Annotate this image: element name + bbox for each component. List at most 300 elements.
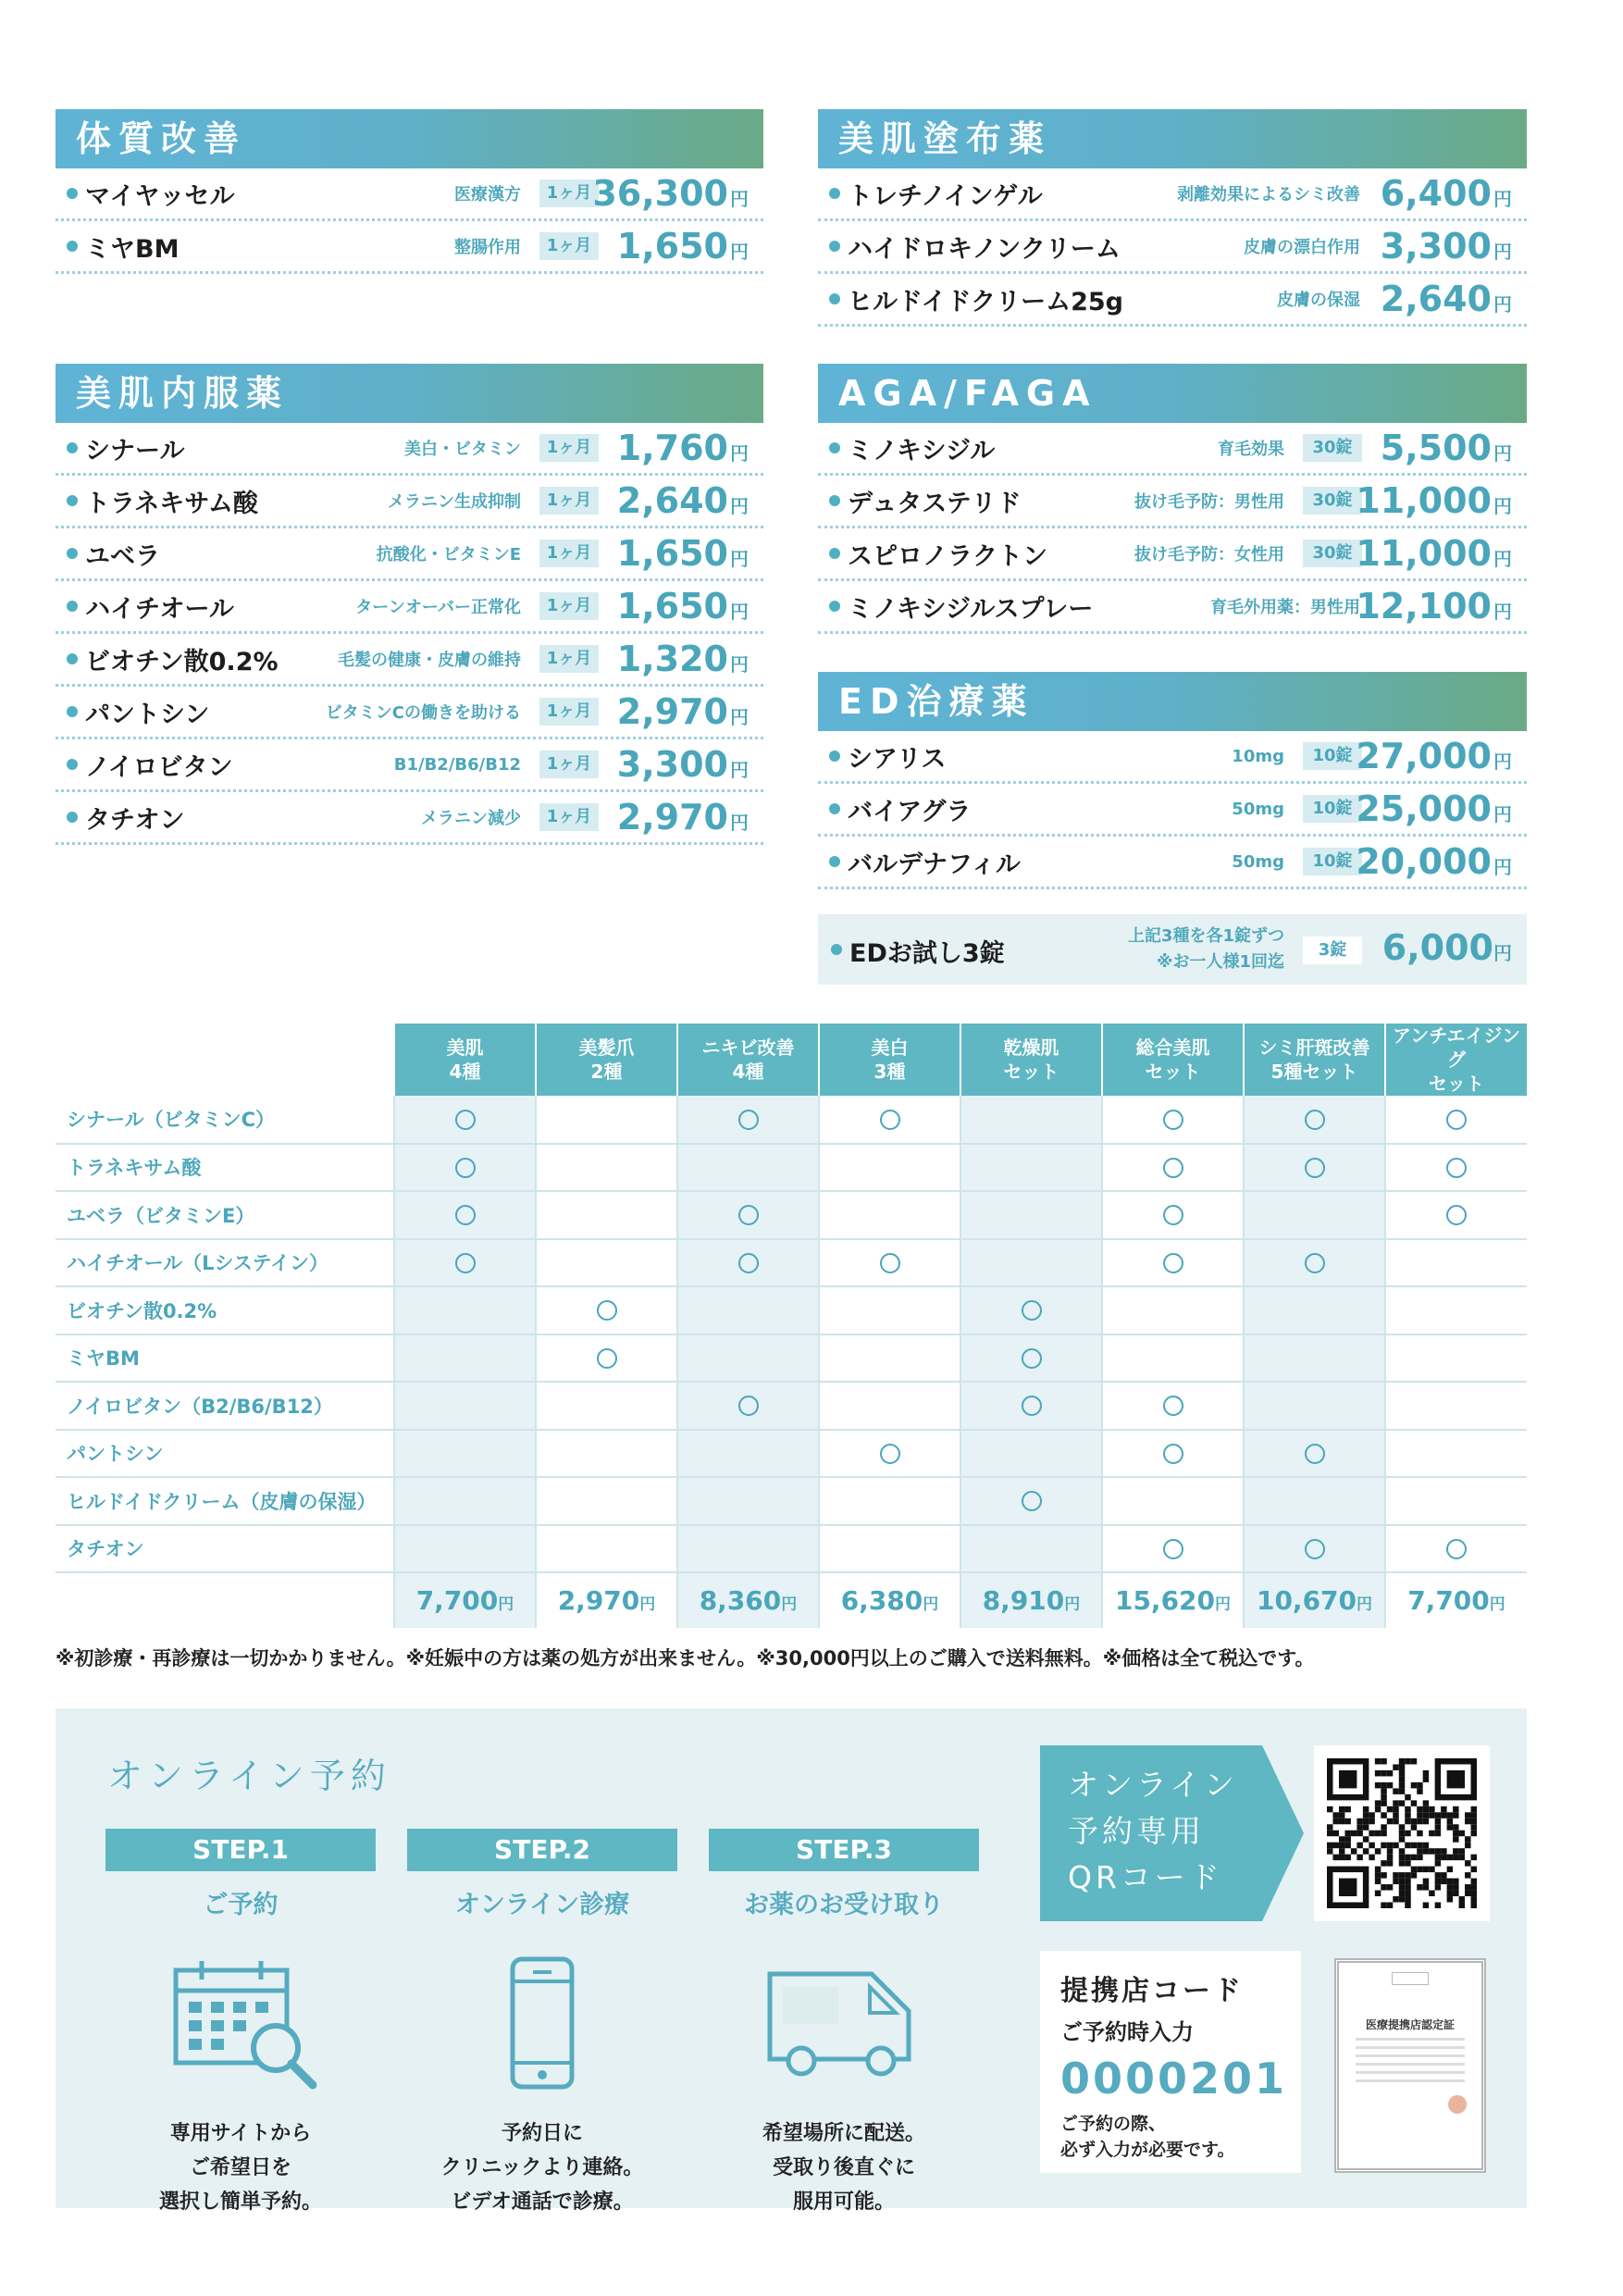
bullet-icon — [829, 548, 840, 559]
section-title: AGA/FAGA — [818, 364, 1527, 423]
item-badge: 1ヶ月 — [539, 751, 599, 778]
table-cell — [819, 1144, 960, 1192]
ed-trial-box — [818, 914, 1527, 985]
bullet-icon — [67, 759, 78, 770]
item-name: ハイチオール — [85, 594, 234, 624]
included-circle-icon — [1163, 1110, 1183, 1130]
included-circle-icon — [1022, 1348, 1042, 1369]
step-label: STEP.3 — [709, 1829, 979, 1871]
table-cell — [677, 1525, 819, 1573]
section-title: 体質改善 — [56, 109, 763, 168]
table-cell — [1102, 1382, 1244, 1430]
item-badge: 1ヶ月 — [539, 540, 599, 567]
included-circle-icon — [1305, 1158, 1325, 1178]
included-circle-icon — [1163, 1396, 1183, 1416]
item-desc: B1/B2/B6/B12 — [393, 754, 521, 775]
set-price: 6,380円 — [819, 1572, 960, 1628]
item-price: 2,640 円 — [616, 480, 749, 521]
step-desc: 希望場所に配送。 受取り後直ぐに 服用可能。 — [762, 2122, 925, 2214]
list-item — [56, 528, 763, 581]
bullet-icon — [829, 803, 840, 814]
list-item — [56, 221, 763, 274]
item-desc: 美白・ビタミン — [404, 440, 521, 459]
table-cell — [1385, 1144, 1527, 1192]
item-desc: 抜け毛予防：女性用 — [1134, 545, 1284, 565]
item-name: トラネキサム酸 — [85, 489, 258, 518]
item-desc: 皮膚の漂白作用 — [1244, 238, 1360, 257]
step-desc: 予約日に クリニックより連絡。 ビデオ通話で診療。 — [440, 2122, 644, 2214]
table-cell — [536, 1382, 677, 1430]
list-item — [818, 581, 1527, 634]
included-circle-icon — [1022, 1396, 1042, 1416]
included-circle-icon — [597, 1348, 617, 1369]
bullet-icon — [67, 241, 78, 252]
table-cell — [1102, 1334, 1244, 1383]
table-cell — [1102, 1239, 1244, 1287]
item-desc: ターンオーバー正常化 — [355, 598, 521, 617]
table-cell — [1244, 1286, 1385, 1334]
row-label: ミヤBM — [56, 1334, 394, 1383]
bullet-icon — [829, 751, 840, 762]
set-price: 2,970円 — [536, 1572, 677, 1628]
item-price: 1,650 円 — [616, 586, 749, 627]
table-cell — [1102, 1525, 1244, 1573]
table-row — [56, 1334, 1527, 1383]
included-circle-icon — [1305, 1253, 1325, 1273]
item-price: 20,000 円 — [1356, 841, 1512, 882]
table-cell — [536, 1191, 677, 1239]
list-item — [56, 476, 763, 528]
table-column-header: ニキビ改善 4種 — [677, 1024, 819, 1096]
item-price: 1,320 円 — [616, 639, 749, 679]
partner-code-title: 提携店コード — [1060, 1975, 1244, 2007]
table-cell — [1102, 1286, 1244, 1334]
bullet-icon — [67, 548, 78, 559]
item-name: ユベラ — [85, 541, 160, 571]
table-cell — [394, 1477, 536, 1525]
item-name: ノイロビタン — [85, 752, 233, 782]
included-circle-icon — [1446, 1539, 1467, 1559]
item-desc: 育毛外用薬：男性用 — [1210, 598, 1360, 617]
table-cell — [394, 1430, 536, 1478]
section-title: 美肌内服薬 — [56, 364, 763, 423]
bullet-icon — [829, 442, 840, 453]
row-label: ヒルドイドクリーム（皮膚の保湿） — [56, 1477, 394, 1525]
item-desc: 皮膚の保湿 — [1277, 291, 1360, 310]
table-cell — [677, 1096, 819, 1144]
table-cell — [1385, 1525, 1527, 1573]
item-price: 11,000 円 — [1356, 533, 1512, 574]
included-circle-icon — [1305, 1444, 1325, 1464]
table-row — [56, 1144, 1527, 1192]
item-badge: 1ヶ月 — [539, 645, 599, 673]
calendar-search-icon — [157, 1955, 324, 2094]
table-cell — [960, 1191, 1102, 1239]
step-title: ご予約 — [203, 1891, 279, 1919]
included-circle-icon — [1163, 1158, 1183, 1178]
step-title: オンライン診療 — [454, 1891, 630, 1919]
table-cell — [960, 1334, 1102, 1383]
item-name: ビオチン散0.2% — [85, 647, 279, 676]
item-badge: 1ヶ月 — [539, 698, 599, 726]
table-cell — [960, 1430, 1102, 1478]
delivery-truck-icon — [761, 1955, 927, 2094]
list-item — [56, 739, 763, 792]
table-cell — [960, 1477, 1102, 1525]
included-circle-icon — [1022, 1491, 1042, 1511]
qr-label: オンライン 予約専用 QRコード — [1068, 1767, 1239, 1895]
item-name: ミノキシジル — [848, 436, 996, 465]
bullet-icon — [67, 188, 78, 199]
included-circle-icon — [738, 1253, 759, 1273]
included-circle-icon — [880, 1444, 900, 1464]
table-cell — [819, 1191, 960, 1239]
partner-code-sub: ご予約時入力 — [1060, 2019, 1194, 2045]
table-cell — [536, 1286, 677, 1334]
table-row — [56, 1239, 1527, 1287]
bullet-icon — [829, 495, 840, 506]
step-label: STEP.1 — [105, 1829, 376, 1871]
item-badge: 1ヶ月 — [539, 232, 599, 260]
comparison-table — [56, 1024, 1527, 1628]
table-row — [56, 1191, 1527, 1239]
section-taishitsu — [56, 109, 763, 274]
included-circle-icon — [880, 1253, 900, 1273]
item-price: 1,760 円 — [616, 428, 749, 468]
table-column-header: 乾燥肌 セット — [960, 1024, 1102, 1096]
bullet-icon — [67, 601, 78, 612]
bullet-icon — [67, 495, 78, 506]
table-cell — [819, 1430, 960, 1478]
table-column-header: 美肌 4種 — [394, 1024, 536, 1096]
item-name: マイヤッセル — [85, 181, 235, 211]
included-circle-icon — [880, 1110, 900, 1130]
table-cell — [394, 1334, 536, 1383]
included-circle-icon — [1163, 1205, 1183, 1225]
table-cell — [960, 1144, 1102, 1192]
included-circle-icon — [1305, 1110, 1325, 1130]
item-name: ミノキシジルスプレー — [848, 594, 1094, 624]
item-badge: 1ヶ月 — [539, 434, 599, 462]
included-circle-icon — [1163, 1539, 1183, 1559]
section-ed — [818, 672, 1527, 889]
item-desc: 整腸作用 — [454, 238, 521, 257]
table-cell — [1244, 1144, 1385, 1192]
item-badge: 10錠 — [1303, 795, 1362, 823]
list-item — [818, 784, 1527, 837]
item-name: ミヤBM — [85, 234, 180, 264]
item-desc: 剥離効果によるシミ改善 — [1177, 185, 1360, 205]
table-cell — [394, 1239, 536, 1287]
table-cell — [1385, 1239, 1527, 1287]
item-name: ハイドロキノンクリーム — [848, 234, 1121, 264]
online-reservation-panel — [56, 1708, 1527, 2214]
row-label: ビオチン散0.2% — [56, 1286, 394, 1334]
item-name: ヒルドイドクリーム25g — [848, 287, 1124, 316]
set-price: 7,700円 — [1385, 1572, 1527, 1628]
table-cell — [1244, 1430, 1385, 1478]
table-column-header: 美白 3種 — [819, 1024, 960, 1096]
list-item — [818, 837, 1527, 889]
table-cell — [1385, 1334, 1527, 1383]
row-label: ノイロビタン（B2/B6/B12） — [56, 1382, 394, 1430]
item-price: 12,100 円 — [1356, 586, 1512, 627]
list-item — [56, 687, 763, 739]
item-desc: 育毛効果 — [1218, 440, 1284, 459]
item-desc: ビタミンCの働きを助ける — [325, 703, 521, 723]
list-item — [818, 731, 1527, 784]
item-price: 2,640 円 — [1380, 279, 1512, 319]
step-label: STEP.2 — [407, 1829, 677, 1871]
item-price: 3,300 円 — [616, 744, 749, 785]
item-badge: 1ヶ月 — [539, 487, 599, 515]
table-total-row — [56, 1572, 1527, 1628]
section-title: 美肌塗布薬 — [818, 109, 1527, 168]
table-cell — [1244, 1382, 1385, 1430]
item-price: 1,650 円 — [616, 226, 749, 267]
item-badge: 30錠 — [1303, 540, 1362, 567]
bullet-icon — [829, 856, 840, 867]
table-cell — [536, 1144, 677, 1192]
set-price: 15,620円 — [1102, 1572, 1244, 1628]
item-badge: 30錠 — [1303, 434, 1362, 462]
table-cell — [677, 1239, 819, 1287]
table-cell — [960, 1382, 1102, 1430]
table-cell — [1385, 1191, 1527, 1239]
table-cell — [819, 1525, 960, 1573]
set-price: 7,700円 — [394, 1572, 536, 1628]
partner-code-number: 0000201 — [1060, 2054, 1288, 2104]
item-price: 3,300 円 — [1380, 226, 1512, 267]
item-desc: 医療漢方 — [454, 185, 521, 205]
bullet-icon — [67, 812, 78, 823]
table-cell — [819, 1286, 960, 1334]
table-cell — [536, 1430, 677, 1478]
list-item — [818, 423, 1527, 476]
item-price: 1,650 円 — [616, 533, 749, 574]
certificate-emblem-icon — [1392, 1972, 1429, 1985]
table-cell — [819, 1096, 960, 1144]
table-cell — [1102, 1430, 1244, 1478]
item-name: タチオン — [85, 805, 185, 835]
row-label: ハイチオール（Lシステイン） — [56, 1239, 394, 1287]
table-cell — [394, 1191, 536, 1239]
smartphone-icon — [459, 1955, 626, 2094]
table-cell — [1244, 1477, 1385, 1525]
table-cell — [960, 1239, 1102, 1287]
item-price: 11,000 円 — [1356, 480, 1512, 521]
table-cell — [1244, 1334, 1385, 1383]
footnote: ※初診療・再診療は一切かかりません。※妊娠中の方は薬の処方が出来ません。※30,000円以上のご購入で送料無料。※価格は全て税込です。 — [56, 1647, 1315, 1669]
list-item — [56, 634, 763, 687]
set-price: 10,670円 — [1244, 1572, 1385, 1628]
table-row — [56, 1430, 1527, 1478]
item-price: 25,000 円 — [1356, 788, 1512, 829]
table-cell — [1244, 1525, 1385, 1573]
included-circle-icon — [1163, 1444, 1183, 1464]
table-cell — [1385, 1382, 1527, 1430]
table-cell — [394, 1286, 536, 1334]
table-cell — [1385, 1286, 1527, 1334]
table-row — [56, 1477, 1527, 1525]
item-desc: 50mg — [1232, 799, 1284, 819]
item-price: 36,300 円 — [592, 173, 749, 214]
item-price: 27,000 円 — [1356, 736, 1512, 776]
item-desc: 毛髪の健康・皮膚の維持 — [338, 651, 521, 670]
table-cell — [1244, 1239, 1385, 1287]
list-item — [818, 168, 1527, 221]
bullet-icon — [829, 188, 840, 199]
item-price: 5,500 円 — [1380, 428, 1512, 468]
item-badge: 10錠 — [1303, 742, 1362, 770]
included-circle-icon — [1163, 1253, 1183, 1273]
table-cell — [677, 1382, 819, 1430]
table-column-header: アンチエイジング セット — [1385, 1024, 1527, 1096]
certificate-image — [1334, 1958, 1486, 2173]
partner-code-note: ご予約の際、 必ず入力が必要です。 — [1060, 2114, 1235, 2160]
step-1 — [105, 1829, 376, 2219]
included-circle-icon — [455, 1205, 476, 1225]
item-name: シナール — [85, 436, 185, 465]
item-badge: 1ヶ月 — [539, 592, 599, 620]
item-desc: 50mg — [1232, 851, 1284, 872]
table-cell — [677, 1334, 819, 1383]
table-cell — [1102, 1477, 1244, 1525]
included-circle-icon — [738, 1110, 759, 1130]
table-row — [56, 1382, 1527, 1430]
bullet-icon — [67, 653, 78, 664]
list-item — [818, 274, 1527, 327]
table-corner — [56, 1024, 394, 1096]
table-cell — [536, 1096, 677, 1144]
section-bihada-naifuku — [56, 364, 763, 845]
bullet-icon — [67, 442, 78, 453]
row-label: シナール（ビタミンC） — [56, 1096, 394, 1144]
certificate-title: 医療提携店認定証 — [1365, 2018, 1455, 2031]
list-item — [56, 581, 763, 634]
table-cell — [394, 1525, 536, 1573]
section-aga — [818, 364, 1527, 634]
table-cell — [536, 1239, 677, 1287]
included-circle-icon — [1446, 1158, 1467, 1178]
item-name: バイアグラ — [848, 797, 972, 826]
table-cell — [1102, 1096, 1244, 1144]
included-circle-icon — [738, 1205, 759, 1225]
item-badge: 1ヶ月 — [539, 803, 599, 831]
table-cell — [536, 1525, 677, 1573]
included-circle-icon — [1022, 1300, 1042, 1321]
table-row — [56, 1286, 1527, 1334]
table-cell — [394, 1144, 536, 1192]
table-cell — [677, 1477, 819, 1525]
table-cell — [536, 1334, 677, 1383]
table-cell — [394, 1096, 536, 1144]
table-cell — [1385, 1430, 1527, 1478]
included-circle-icon — [455, 1158, 476, 1178]
table-cell — [819, 1382, 960, 1430]
trial-badge: 3錠 — [1303, 937, 1362, 964]
table-cell — [960, 1286, 1102, 1334]
table-cell — [819, 1477, 960, 1525]
list-item — [56, 423, 763, 476]
item-name: スピロノラクトン — [848, 541, 1047, 571]
reservation-title: オンライン予約 — [107, 1756, 391, 1796]
list-item — [818, 476, 1527, 528]
item-desc: メラニン生成抑制 — [388, 492, 521, 512]
item-price: 2,970 円 — [616, 691, 749, 732]
list-item — [56, 792, 763, 845]
step-2 — [407, 1829, 677, 2219]
partner-code-box — [1040, 1951, 1301, 2173]
table-cell — [536, 1477, 677, 1525]
row-label — [56, 1572, 394, 1628]
list-item — [818, 221, 1527, 274]
section-bihada-tofu — [818, 109, 1527, 327]
seal-icon — [1448, 2095, 1467, 2114]
table-cell — [1385, 1477, 1527, 1525]
step-desc: 専用サイトから ご希望日を 選択し簡単予約。 — [158, 2122, 322, 2214]
item-desc: 抜け毛予防：男性用 — [1134, 492, 1284, 512]
bullet-icon — [67, 706, 78, 717]
table-cell — [960, 1525, 1102, 1573]
item-name: トレチノインゲル — [848, 181, 1043, 211]
item-desc: 抗酸化・ビタミンE — [376, 545, 521, 565]
qr-code[interactable] — [1314, 1745, 1490, 1921]
step-title: お薬のお受け取り — [744, 1891, 944, 1919]
item-name: シアリス — [848, 744, 947, 774]
section-title: ED治療薬 — [818, 672, 1527, 731]
step-3 — [709, 1829, 979, 2219]
included-circle-icon — [455, 1253, 476, 1273]
table-cell — [1244, 1191, 1385, 1239]
table-cell — [1102, 1144, 1244, 1192]
bullet-icon — [829, 241, 840, 252]
list-item — [818, 528, 1527, 581]
item-badge: 10錠 — [1303, 848, 1362, 875]
table-column-header: 美髪爪 2種 — [536, 1024, 677, 1096]
item-name: バルデナフィル — [848, 850, 1021, 879]
included-circle-icon — [1446, 1110, 1467, 1130]
table-cell — [1244, 1096, 1385, 1144]
set-price: 8,910円 — [960, 1572, 1102, 1628]
item-badge: 1ヶ月 — [539, 180, 599, 207]
bullet-icon — [831, 944, 842, 955]
item-price: 6,400 円 — [1380, 173, 1512, 214]
row-label: パントシン — [56, 1430, 394, 1478]
included-circle-icon — [455, 1110, 476, 1130]
table-cell — [960, 1096, 1102, 1144]
table-row — [56, 1096, 1527, 1144]
item-badge: 30錠 — [1303, 487, 1362, 515]
bullet-icon — [829, 601, 840, 612]
table-row — [56, 1525, 1527, 1573]
included-circle-icon — [738, 1396, 759, 1416]
included-circle-icon — [597, 1300, 617, 1321]
included-circle-icon — [1446, 1205, 1467, 1225]
item-name: パントシン — [85, 700, 210, 729]
included-circle-icon — [1305, 1539, 1325, 1559]
trial-desc: 上記3種を各1錠ずつ ※お一人様1回迄 — [1127, 926, 1284, 972]
bullet-icon — [829, 293, 840, 304]
item-price: 2,970 円 — [616, 797, 749, 838]
item-name: デュタステリド — [848, 489, 1022, 518]
item-desc: 10mg — [1232, 746, 1284, 766]
table-cell — [1102, 1191, 1244, 1239]
table-cell — [677, 1430, 819, 1478]
table-column-header: 総合美肌 セット — [1102, 1024, 1244, 1096]
row-label: トラネキサム酸 — [56, 1144, 394, 1192]
trial-name: EDお試し3錠 — [849, 939, 1005, 968]
